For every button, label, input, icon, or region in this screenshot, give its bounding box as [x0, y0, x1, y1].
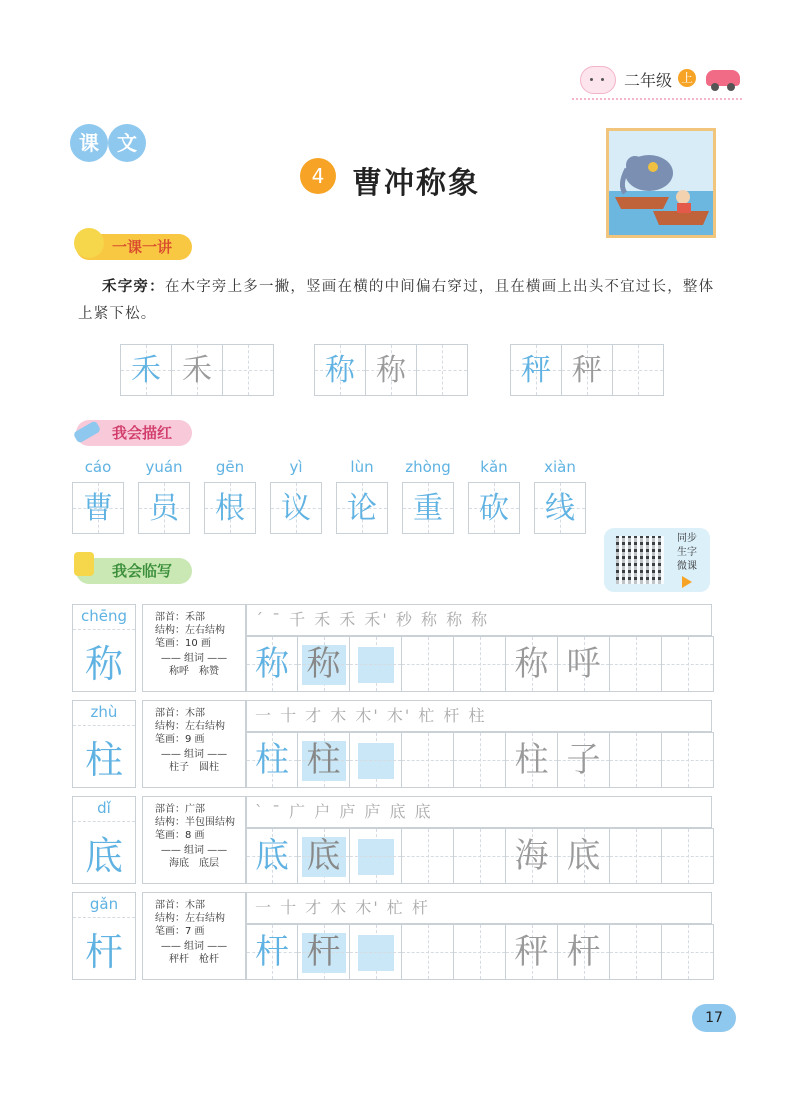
writing-cell[interactable]: [610, 924, 662, 980]
stroke-order: 一 十 才 木 木' 木' 杧 杆 柱: [246, 700, 712, 732]
section-learn-label: [76, 234, 192, 260]
trace-char: 线: [545, 491, 575, 526]
radical-info: 部首：禾部: [155, 612, 205, 623]
qr-label-line: 微课: [677, 561, 697, 572]
writing-cell[interactable]: [246, 732, 298, 788]
char-info: [142, 892, 246, 980]
practice-row: [72, 700, 712, 788]
trace-pinyin: xiàn: [544, 458, 576, 476]
writing-cell[interactable]: [662, 924, 714, 980]
grid-char: 杆: [306, 932, 341, 972]
writing-cell[interactable]: [558, 828, 610, 884]
model-pinyin: zhù: [90, 703, 118, 721]
char-info: [142, 700, 246, 788]
example-char: 禾: [182, 353, 212, 388]
word-heading: —— 组词 ——: [160, 845, 228, 856]
writing-cell[interactable]: [402, 636, 454, 692]
trace-cell[interactable]: [402, 482, 454, 534]
grid-char: 杆: [566, 932, 601, 972]
model-char-cell: [72, 892, 136, 980]
car-icon: [706, 70, 740, 86]
example-words: 海底 底层: [169, 858, 219, 869]
example-char: 秤: [521, 353, 551, 388]
trace-char: 员: [149, 491, 179, 526]
trace-pinyin: lùn: [350, 458, 374, 476]
practice-row: [72, 796, 712, 884]
trace-pinyin: zhòng: [405, 458, 451, 476]
qr-code-panel[interactable]: [604, 528, 710, 592]
grid-char: 柱: [306, 740, 341, 780]
trace-pinyin: yuán: [145, 458, 183, 476]
writing-grid: [246, 924, 712, 980]
writing-cell[interactable]: [246, 924, 298, 980]
stroke-order: ´ ˉ 千 禾 禾 禾' 秒 称 称 称: [246, 604, 712, 636]
trace-cell[interactable]: [468, 482, 520, 534]
lesson-tag-char: 课: [70, 124, 108, 162]
model-char-cell: [72, 700, 136, 788]
example-char: 秤: [572, 353, 602, 388]
trace-grid: [72, 458, 592, 536]
writing-cell[interactable]: [454, 732, 506, 788]
model-char: 底: [84, 834, 123, 878]
writing-cell[interactable]: [246, 636, 298, 692]
model-pinyin: gǎn: [89, 895, 119, 913]
grid-char: 秤: [514, 932, 549, 972]
model-char-cell: [72, 604, 136, 692]
lesson-number: 4: [300, 158, 336, 194]
example-words: 称呼 称赞: [169, 666, 219, 677]
writing-cell[interactable]: [454, 924, 506, 980]
trace-cell[interactable]: [138, 482, 190, 534]
writing-cell[interactable]: [506, 828, 558, 884]
grid-char: 底: [306, 836, 341, 876]
grade-badge: [572, 66, 742, 100]
trace-cell[interactable]: [270, 482, 322, 534]
writing-cell[interactable]: [298, 636, 350, 692]
writing-cell[interactable]: [610, 828, 662, 884]
practice-row: [72, 604, 712, 692]
word-heading: —— 组词 ——: [160, 749, 228, 760]
stroke-order: ` ˉ 广 户 庐 庐 底 底: [246, 796, 712, 828]
example-group: [510, 344, 664, 396]
shaded-guide: [358, 647, 394, 683]
stroke-count-info: 笔画：10 画: [155, 638, 211, 649]
writing-grid: [246, 732, 712, 788]
stroke-count-info: 笔画：7 画: [155, 926, 205, 937]
radical-info: 部首：木部: [155, 900, 205, 911]
writing-cell[interactable]: [610, 732, 662, 788]
radical-info: 部首：木部: [155, 708, 205, 719]
trace-char: 论: [347, 491, 377, 526]
trace-cell[interactable]: [534, 482, 586, 534]
writing-cell[interactable]: [402, 924, 454, 980]
model-pinyin: dǐ: [97, 799, 111, 817]
char-info: [142, 604, 246, 692]
grid-char: 柱: [514, 740, 549, 780]
section-trace-text: 我会描红: [112, 424, 173, 442]
writing-cell[interactable]: [298, 924, 350, 980]
writing-grid: [246, 828, 712, 884]
example-words: 秤杆 枪杆: [169, 954, 219, 965]
lesson-tag: [70, 124, 148, 164]
writing-cell[interactable]: [298, 732, 350, 788]
trace-pinyin: cáo: [84, 458, 112, 476]
writing-cell[interactable]: [662, 828, 714, 884]
trace-pinyin: kǎn: [480, 458, 508, 476]
play-icon[interactable]: [682, 576, 692, 588]
example-char: 称: [376, 353, 406, 388]
trace-char: 砍: [479, 491, 509, 526]
writing-cell[interactable]: [558, 636, 610, 692]
shaded-guide: [358, 743, 394, 779]
term-badge: 上: [678, 69, 696, 87]
writing-cell[interactable]: [454, 636, 506, 692]
writing-cell[interactable]: [506, 636, 558, 692]
writing-grid: [246, 636, 712, 692]
grid-char: 称: [514, 644, 549, 684]
writing-cell[interactable]: [558, 732, 610, 788]
qr-label-line: 同步: [677, 533, 697, 544]
radical-term: 禾字旁：: [102, 279, 165, 295]
grid-char: 呼: [566, 644, 601, 684]
notepad-pencil-icon: [74, 552, 94, 576]
example-char: 称: [325, 353, 355, 388]
char-info: [142, 796, 246, 884]
qr-label-line: 生字: [677, 547, 697, 558]
example-char: 禾: [131, 353, 161, 388]
radical-body: 在木字旁上多一撇，竖画在横的中间偏右穿过，且在横画上出头不宜过长，整体上紧下松。: [78, 279, 715, 322]
writing-cell[interactable]: [558, 924, 610, 980]
trace-char: 曹: [83, 491, 113, 526]
page-number: 17: [692, 1004, 736, 1032]
trace-cell[interactable]: [72, 482, 124, 534]
stroke-count-info: 笔画：8 画: [155, 830, 205, 841]
writing-cell[interactable]: [454, 828, 506, 884]
writing-cell[interactable]: [350, 828, 402, 884]
grid-char: 底: [255, 836, 289, 876]
section-write-text: 我会临写: [112, 562, 173, 580]
trace-char: 根: [215, 491, 245, 526]
model-char: 柱: [84, 738, 123, 782]
model-char: 杆: [84, 930, 123, 974]
writing-cell[interactable]: [506, 924, 558, 980]
structure-info: 结构：左右结构: [155, 625, 225, 636]
stroke-order: 一 十 才 木 木' 杧 杆: [246, 892, 712, 924]
lesson-illustration: [606, 128, 716, 238]
model-char-cell: [72, 796, 136, 884]
cloud-face-icon: [580, 66, 616, 94]
section-trace-label: [76, 420, 192, 446]
shaded-guide: [358, 935, 394, 971]
example-words: 柱子 圆柱: [169, 762, 219, 773]
writing-cell[interactable]: [350, 732, 402, 788]
writing-cell[interactable]: [402, 732, 454, 788]
shaded-guide: [358, 839, 394, 875]
trace-cell[interactable]: [204, 482, 256, 534]
writing-cell[interactable]: [402, 828, 454, 884]
trace-pinyin: gēn: [215, 458, 245, 476]
example-group: [314, 344, 468, 396]
trace-char: 议: [281, 491, 311, 526]
smiley-icon: [74, 228, 104, 258]
radical-explanation: [78, 274, 718, 328]
stroke-count-info: 笔画：9 画: [155, 734, 205, 745]
lesson-tag-char: 文: [108, 124, 146, 162]
model-char: 称: [84, 642, 123, 686]
writing-cell[interactable]: [298, 828, 350, 884]
grid-char: 称: [306, 644, 341, 684]
writing-cell[interactable]: [350, 924, 402, 980]
grid-char: 称: [255, 644, 289, 684]
eraser-icon: [73, 420, 102, 443]
word-heading: —— 组词 ——: [160, 941, 228, 952]
writing-cell[interactable]: [610, 636, 662, 692]
grid-char: 子: [566, 740, 601, 780]
writing-cell[interactable]: [662, 732, 714, 788]
lesson-title-text: 曹冲称象: [352, 166, 480, 201]
practice-row: [72, 892, 712, 980]
trace-cell[interactable]: [336, 482, 388, 534]
model-pinyin: chēng: [80, 607, 127, 625]
structure-info: 结构：半包围结构: [155, 817, 235, 828]
trace-pinyin: yì: [289, 458, 303, 476]
qr-code-icon[interactable]: [616, 536, 664, 584]
trace-char: 重: [413, 491, 443, 526]
word-heading: —— 组词 ——: [160, 653, 228, 664]
radical-info: 部首：广部: [155, 804, 205, 815]
structure-info: 结构：左右结构: [155, 913, 225, 924]
writing-cell[interactable]: [246, 828, 298, 884]
grid-char: 海: [514, 836, 549, 876]
writing-cell[interactable]: [506, 732, 558, 788]
section-write-label: [76, 558, 192, 584]
section-learn-text: 一课一讲: [112, 238, 173, 256]
structure-info: 结构：左右结构: [155, 721, 225, 732]
grade-label: 二年级: [624, 71, 673, 90]
example-group: [120, 344, 274, 396]
grid-char: 柱: [255, 740, 289, 780]
grid-char: 杆: [255, 932, 289, 972]
grid-char: 底: [566, 836, 601, 876]
writing-cell[interactable]: [350, 636, 402, 692]
writing-cell[interactable]: [662, 636, 714, 692]
